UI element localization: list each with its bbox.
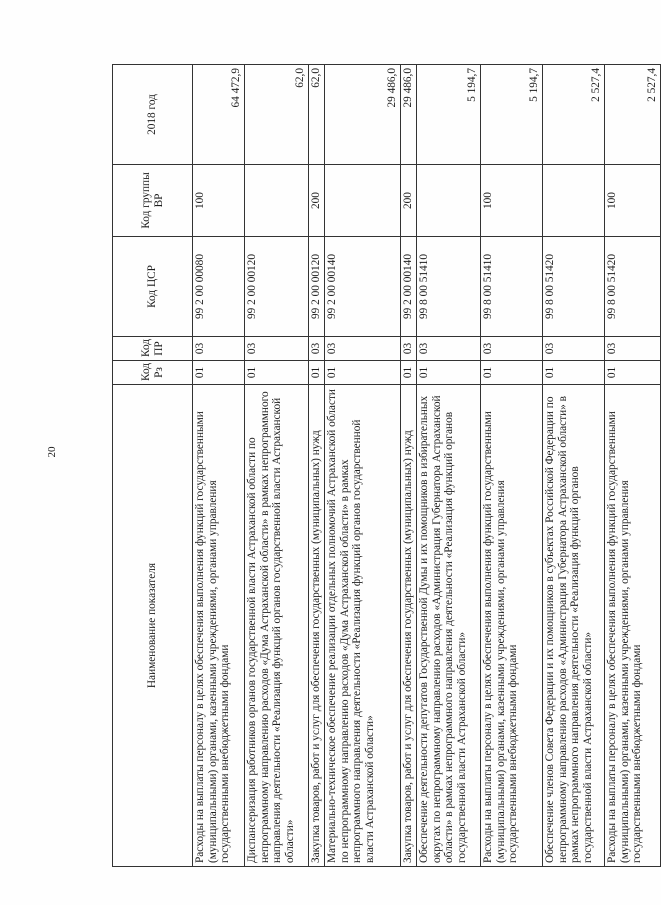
- table-row: [193, 65, 245, 867]
- cell-name: Обеспечение членов Совета Федерации и их помощников в субъектах Российской Федерации по непрограммному направлению расходов «Администрация Губернатора Астраханской области» в рамках непрограммного направления деятельности «Реализация функций органов государственной власти Астраханской области»: [543, 385, 605, 867]
- cell-rz: 01: [193, 361, 245, 385]
- budget-table: [112, 64, 661, 867]
- cell-csr: 99 8 00 51410: [481, 237, 543, 337]
- cell-rz: 01: [417, 361, 481, 385]
- cell-csr: 99 8 00 51420: [605, 237, 661, 337]
- header-pr: Код ПР: [113, 337, 193, 361]
- cell-pr: 03: [193, 337, 245, 361]
- table-row: [245, 65, 309, 867]
- cell-pr: 03: [325, 337, 401, 361]
- cell-rz: 01: [481, 361, 543, 385]
- cell-pr: 03: [605, 337, 661, 361]
- cell-amount: 5 194,7: [481, 65, 543, 165]
- cell-name: Расходы на выплаты персоналу в целях обеспечения выполнения функций государственными (муниципальными) органами, казенными учреждениями, органами управления государственными внебюджетными фондами: [605, 385, 661, 867]
- header-vr: Код группы ВР: [113, 165, 193, 237]
- cell-csr: 99 2 00 00140: [325, 237, 401, 337]
- table-header-row: [113, 65, 193, 867]
- table-row: [481, 65, 543, 867]
- cell-amount: 64 472,9: [193, 65, 245, 165]
- header-year: 2018 год: [113, 65, 193, 165]
- cell-vr: [543, 165, 605, 237]
- cell-pr: 03: [245, 337, 309, 361]
- cell-amount: 2 527,4: [605, 65, 661, 165]
- cell-vr: 200: [309, 165, 325, 237]
- cell-vr: 100: [605, 165, 661, 237]
- cell-amount: 62,0: [309, 65, 325, 165]
- cell-rz: 01: [543, 361, 605, 385]
- table-row: [401, 65, 417, 867]
- cell-vr: 200: [401, 165, 417, 237]
- cell-pr: 03: [417, 337, 481, 361]
- cell-csr: 99 2 00 00080: [193, 237, 245, 337]
- cell-csr: 99 8 00 51410: [417, 237, 481, 337]
- cell-pr: 03: [543, 337, 605, 361]
- cell-vr: 100: [193, 165, 245, 237]
- cell-name: Обеспечение деятельности депутатов Государственной Думы и их помощников в избирательных округах по непрограммному направлению расходов «Администрация Губернатора Астраханской области» в рамках непрограммного направления деятельности «Реализация функций органов государственной власти Астраханской области»: [417, 385, 481, 867]
- cell-pr: 03: [309, 337, 325, 361]
- cell-name: Закупка товаров, работ и услуг для обеспечения государственных (муниципальных) нужд: [401, 385, 417, 867]
- cell-name: Закупка товаров, работ и услуг для обеспечения государственных (муниципальных) нужд: [309, 385, 325, 867]
- cell-rz: 01: [245, 361, 309, 385]
- cell-amount: 5 194,7: [417, 65, 481, 165]
- cell-amount: 2 527,4: [543, 65, 605, 165]
- table-row: [309, 65, 325, 867]
- cell-name: Расходы на выплаты персоналу в целях обеспечения выполнения функций государственными (муниципальными) органами, казенными учреждениями, органами управления государственными внебюджетными фондами: [193, 385, 245, 867]
- cell-vr: [417, 165, 481, 237]
- header-name: Наименование показателя: [113, 385, 193, 867]
- cell-csr: 99 2 00 00120: [309, 237, 325, 337]
- cell-rz: 01: [401, 361, 417, 385]
- cell-csr: 99 8 00 51420: [543, 237, 605, 337]
- cell-name: Расходы на выплаты персоналу в целях обеспечения выполнения функций государственными (муниципальными) органами, казенными учреждениями, органами управления государственными внебюджетными фондами: [481, 385, 543, 867]
- cell-vr: [245, 165, 309, 237]
- header-csr: Код ЦСР: [113, 237, 193, 337]
- cell-pr: 03: [401, 337, 417, 361]
- header-rz: Код Рз: [113, 361, 193, 385]
- cell-amount: 29 486,0: [401, 65, 417, 165]
- table-row: [605, 65, 661, 867]
- cell-csr: 99 2 00 00140: [401, 237, 417, 337]
- cell-rz: 01: [605, 361, 661, 385]
- table-row: [417, 65, 481, 867]
- table-row: [325, 65, 401, 867]
- rotated-table-container: [112, 65, 659, 867]
- cell-amount: 62,0: [245, 65, 309, 165]
- table-row: [543, 65, 605, 867]
- cell-amount: 29 486,0: [325, 65, 401, 165]
- cell-name: Диспансеризация работников органов государственной власти Астраханской области по непрограммному направлению расходов «Дума Астраханской области» в рамках непрограммного направления деятельности «Реализация функций органов государственной власти Астраханской области»: [245, 385, 309, 867]
- cell-vr: 100: [481, 165, 543, 237]
- cell-rz: 01: [309, 361, 325, 385]
- cell-pr: 03: [481, 337, 543, 361]
- cell-rz: 01: [325, 361, 401, 385]
- cell-vr: [325, 165, 401, 237]
- page-number: 20: [46, 446, 58, 458]
- cell-csr: 99 2 00 00120: [245, 237, 309, 337]
- cell-name: Материально-техническое обеспечение реализации отдельных полномочий Астраханской области по непрограммному направлению расходов «Дума Астраханской области» в рамках непрограммного направления деятельности «Реализация функций органов государственной власти Астраханской области»: [325, 385, 401, 867]
